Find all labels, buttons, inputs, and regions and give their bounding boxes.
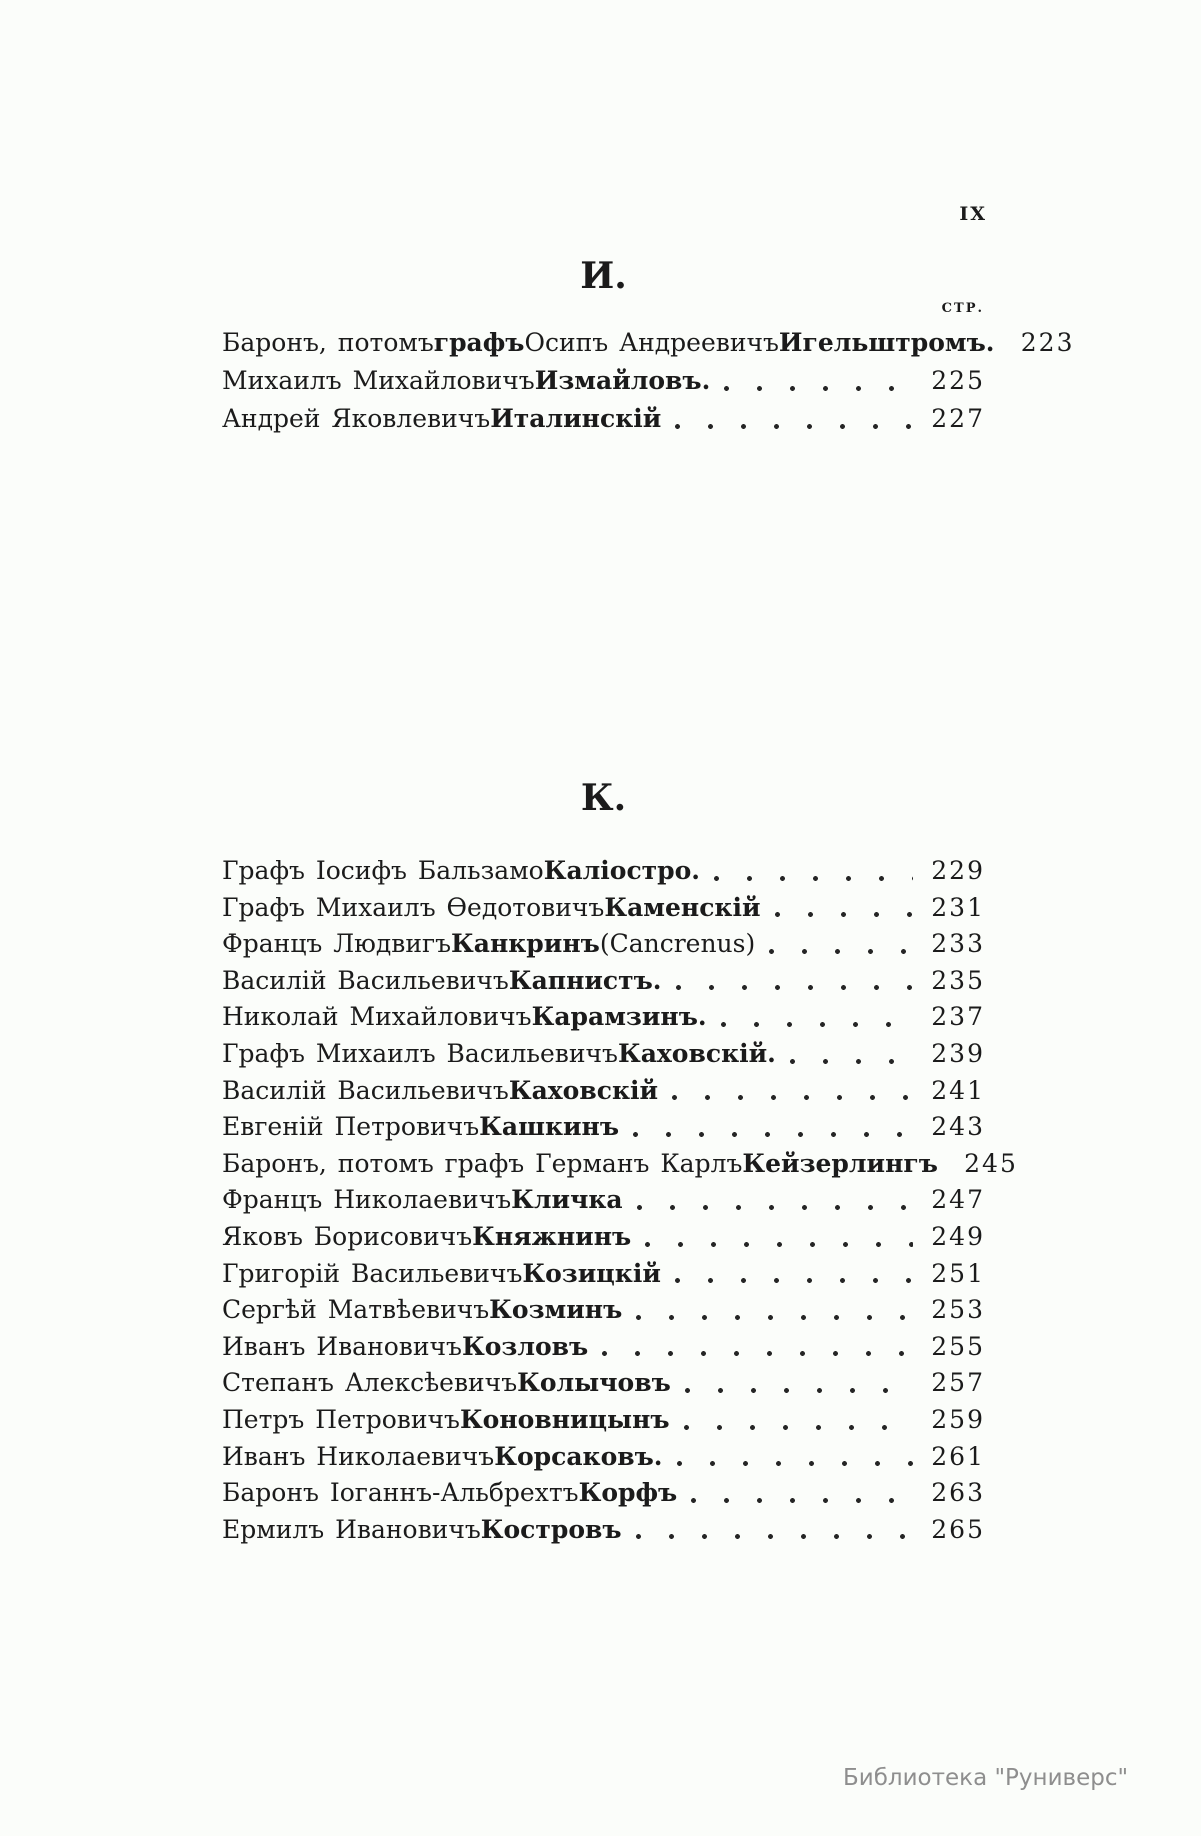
entry-name: Карамзинъ.: [531, 1002, 707, 1032]
entry-text: Григорій Васильевичъ: [222, 1258, 523, 1288]
entry-page: 249: [931, 1221, 985, 1251]
toc-entry: [222, 362, 985, 400]
entry-page: 247: [931, 1185, 985, 1215]
section-letter-heading-k: К.: [580, 777, 627, 819]
entry-page: 245: [964, 1148, 1018, 1178]
entry-name: Коновницынъ: [459, 1404, 670, 1434]
toc-entry: [222, 1073, 985, 1110]
dot-leader: [678, 1425, 913, 1430]
toc-entry: [222, 926, 985, 963]
toc-entry: [222, 999, 985, 1036]
entry-name: Италинскій: [490, 404, 662, 433]
entry-page: 263: [931, 1478, 985, 1508]
entry-text: Баронъ Іоганнъ-Альбрехтъ: [222, 1478, 579, 1508]
entry-page: 243: [931, 1112, 985, 1142]
entry-name: Колычовъ: [517, 1368, 671, 1398]
dot-leader: [630, 1315, 913, 1320]
toc-entry: [222, 963, 985, 1000]
entry-text: Ермилъ Ивановичъ: [222, 1514, 481, 1544]
page-number-folio: IX: [959, 203, 987, 225]
dot-leader: [784, 1059, 913, 1064]
dot-leader: [669, 424, 913, 429]
toc-entry: [222, 1182, 985, 1219]
entry-page: 233: [931, 929, 985, 959]
toc-entry: [222, 1292, 985, 1329]
entry-page: 239: [931, 1038, 985, 1068]
dot-leader: [679, 1388, 913, 1393]
toc-entry: [222, 1219, 985, 1256]
entry-text: Петръ Петровичъ: [222, 1404, 460, 1434]
entry-name: Кличка: [511, 1185, 623, 1215]
entry-page: 227: [931, 404, 985, 433]
section-i-entries: [222, 324, 1075, 438]
entry-name: Костровъ: [480, 1514, 622, 1544]
entry-name: Корсаковъ.: [494, 1441, 663, 1471]
toc-entry: [222, 1146, 1018, 1183]
entry-page: 259: [931, 1404, 985, 1434]
entry-text: (Cancrenus): [599, 929, 756, 959]
toc-entry: [222, 1439, 985, 1476]
runivers-library-watermark: Библиотека "Руниверс": [843, 1765, 1129, 1791]
toc-entry: [222, 1256, 985, 1293]
toc-entry: [222, 853, 985, 890]
entry-name: Козминъ: [489, 1295, 623, 1325]
entry-name: Игельштромъ.: [778, 328, 995, 357]
toc-entry: [222, 1402, 985, 1439]
entry-text: Николай Михайловичъ: [222, 1002, 532, 1032]
entry-page: 231: [931, 892, 985, 922]
entry-page: 235: [931, 965, 985, 995]
entry-page: 253: [931, 1295, 985, 1325]
entry-text: Василій Васильевичъ: [222, 965, 509, 995]
entry-text: Иванъ Ивановичъ: [222, 1331, 462, 1361]
toc-entry: [222, 890, 985, 927]
entry-text: Графъ Іосифъ Бальзамо: [222, 856, 544, 885]
dot-leader: [769, 912, 913, 917]
entry-name: Капнистъ.: [508, 965, 662, 995]
entry-name: Каховскій.: [617, 1038, 776, 1068]
toc-entry: [222, 1475, 985, 1512]
dot-leader: [763, 949, 913, 954]
dot-leader: [670, 985, 913, 990]
entry-page: 251: [931, 1258, 985, 1288]
entry-name: Корфъ: [578, 1478, 678, 1508]
entry-page: 255: [931, 1331, 985, 1361]
entry-name: Канкринъ: [451, 929, 600, 959]
dot-leader: [666, 1095, 913, 1100]
dot-leader: [669, 1278, 913, 1283]
entry-name: Козицкій: [522, 1258, 661, 1288]
toc-entry: [222, 1365, 985, 1402]
entry-text: Францъ Людвигъ: [222, 929, 452, 959]
toc-entry: [222, 1109, 985, 1146]
entry-text: Графъ Михаилъ Ѳедотовичъ: [222, 892, 605, 922]
entry-text: Андрей Яковлевичъ: [222, 404, 491, 433]
dot-leader: [715, 1022, 913, 1027]
entry-name: Каліостро.: [543, 856, 701, 885]
dot-leader: [630, 1534, 913, 1539]
dot-leader: [631, 1205, 913, 1210]
entry-page: 241: [931, 1075, 985, 1105]
toc-entry: [222, 1036, 985, 1073]
toc-entry: [222, 1512, 985, 1549]
entry-name: Княжнинъ: [472, 1221, 632, 1251]
dot-leader: [718, 386, 913, 391]
entry-text: Осипъ Андреевичъ: [524, 328, 779, 357]
entry-name: Кашкинъ: [479, 1112, 620, 1142]
entry-text: Сергѣй Матвѣевичъ: [222, 1295, 490, 1325]
toc-entry: [222, 324, 1075, 362]
dot-leader: [639, 1242, 913, 1247]
section-letter-heading-i: И.: [580, 255, 627, 297]
entry-text: Михаилъ Михайловичъ: [222, 366, 535, 395]
entry-name: Измайловъ.: [534, 366, 711, 395]
entry-page: 257: [931, 1368, 985, 1398]
entry-text: Графъ Михаилъ Васильевичъ: [222, 1038, 618, 1068]
entry-name: Каховскій: [508, 1075, 659, 1105]
entry-text: Баронъ, потомъ: [222, 328, 434, 357]
entry-page: 229: [931, 856, 985, 885]
section-k-entries: [222, 853, 1018, 1548]
page-column-header: СТР.: [941, 301, 984, 316]
entry-text: Иванъ Николаевичъ: [222, 1441, 495, 1471]
entry-name: Кейзерлингъ: [742, 1148, 938, 1178]
entry-text: Яковъ Борисовичъ: [222, 1221, 473, 1251]
entry-page: 261: [931, 1441, 985, 1471]
entry-page: 225: [931, 366, 985, 395]
entry-text: Степанъ Алексѣевичъ: [222, 1368, 518, 1398]
toc-entry: [222, 400, 985, 438]
entry-name: Каменскій: [604, 892, 761, 922]
entry-page: 237: [931, 1002, 985, 1032]
entry-page: 265: [931, 1514, 985, 1544]
entry-text: Василій Васильевичъ: [222, 1075, 509, 1105]
entry-page: 223: [1020, 328, 1075, 357]
dot-leader: [627, 1132, 913, 1137]
entry-text: Баронъ, потомъ графъ Германъ Карлъ: [222, 1148, 743, 1178]
dot-leader: [685, 1498, 913, 1503]
dot-leader: [671, 1461, 913, 1466]
entry-name: графъ: [433, 328, 525, 357]
toc-entry: [222, 1329, 985, 1366]
dot-leader: [708, 876, 913, 881]
dot-leader: [596, 1351, 913, 1356]
entry-text: Евгеній Петровичъ: [222, 1112, 480, 1142]
entry-text: Францъ Николаевичъ: [222, 1185, 512, 1215]
entry-name: Козловъ: [461, 1331, 589, 1361]
